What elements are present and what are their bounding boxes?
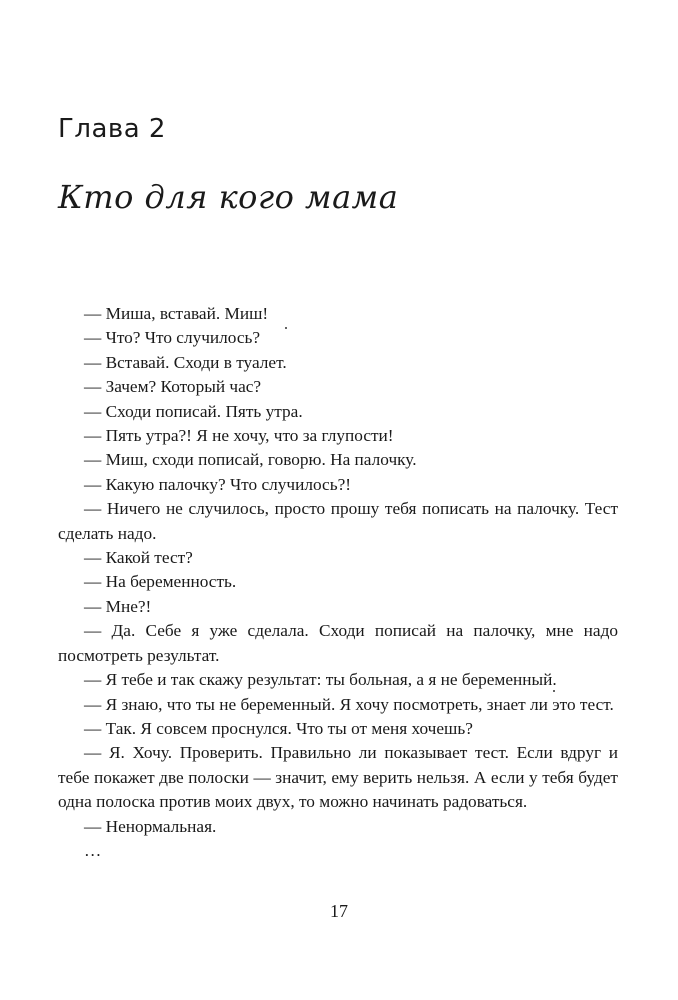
paragraph: — На беременность. bbox=[84, 572, 237, 592]
paragraph: — Миш, сходи пописай, говорю. На палочку. bbox=[84, 450, 417, 470]
paragraph: — Я знаю, что ты не беременный. Я хочу посмотреть, знает ли это тест. bbox=[84, 694, 614, 714]
chapter-title: Кто для кого мама bbox=[58, 178, 399, 216]
paragraph: — Так. Я совсем проснулся. Что ты от меня хочешь? bbox=[84, 718, 473, 738]
paragraph: — Мне?! bbox=[84, 596, 152, 616]
page-number: 17 bbox=[330, 901, 348, 921]
paragraph: — Вставай. Сходи в туалет. bbox=[84, 352, 287, 372]
paragraph: — Я. Хочу. Проверить. Правильно ли показывает тест. Если вдруг и тебе покажет две полоски — значит, ему верить нельзя. А если у тебя будет одна полоска против моих двух, то можно начинать радоваться. bbox=[58, 743, 618, 812]
scan-speck bbox=[285, 327, 287, 329]
paragraph: — Зачем? Который час? bbox=[84, 377, 262, 397]
paragraph: — Да. Себе я уже сделала. Сходи пописай на палочку, мне надо посмотреть результат. bbox=[58, 621, 618, 665]
dialogue-text bbox=[58, 302, 618, 863]
paragraph: — Я тебе и так скажу результат: ты больная, а я не беременный. bbox=[84, 670, 557, 690]
paragraph: — Ничего не случилось, просто прошу тебя пописать на палочку. Тест сделать надо. bbox=[58, 499, 618, 543]
chapter-label: Глава 2 bbox=[58, 114, 166, 144]
paragraph: — Ненормальная. bbox=[84, 816, 217, 836]
paragraph: — Миша, вставай. Миш! bbox=[84, 304, 269, 323]
paragraph: … bbox=[84, 840, 102, 860]
paragraph: — Сходи пописай. Пять утра. bbox=[84, 401, 303, 421]
paragraph: — Что? Что случилось? bbox=[84, 328, 261, 348]
paragraph: — Какую палочку? Что случилось?! bbox=[84, 474, 352, 494]
paragraph: — Пять утра?! Я не хочу, что за глупости! bbox=[84, 426, 394, 446]
paragraph: — Какой тест? bbox=[84, 548, 193, 568]
scan-speck bbox=[553, 690, 555, 692]
